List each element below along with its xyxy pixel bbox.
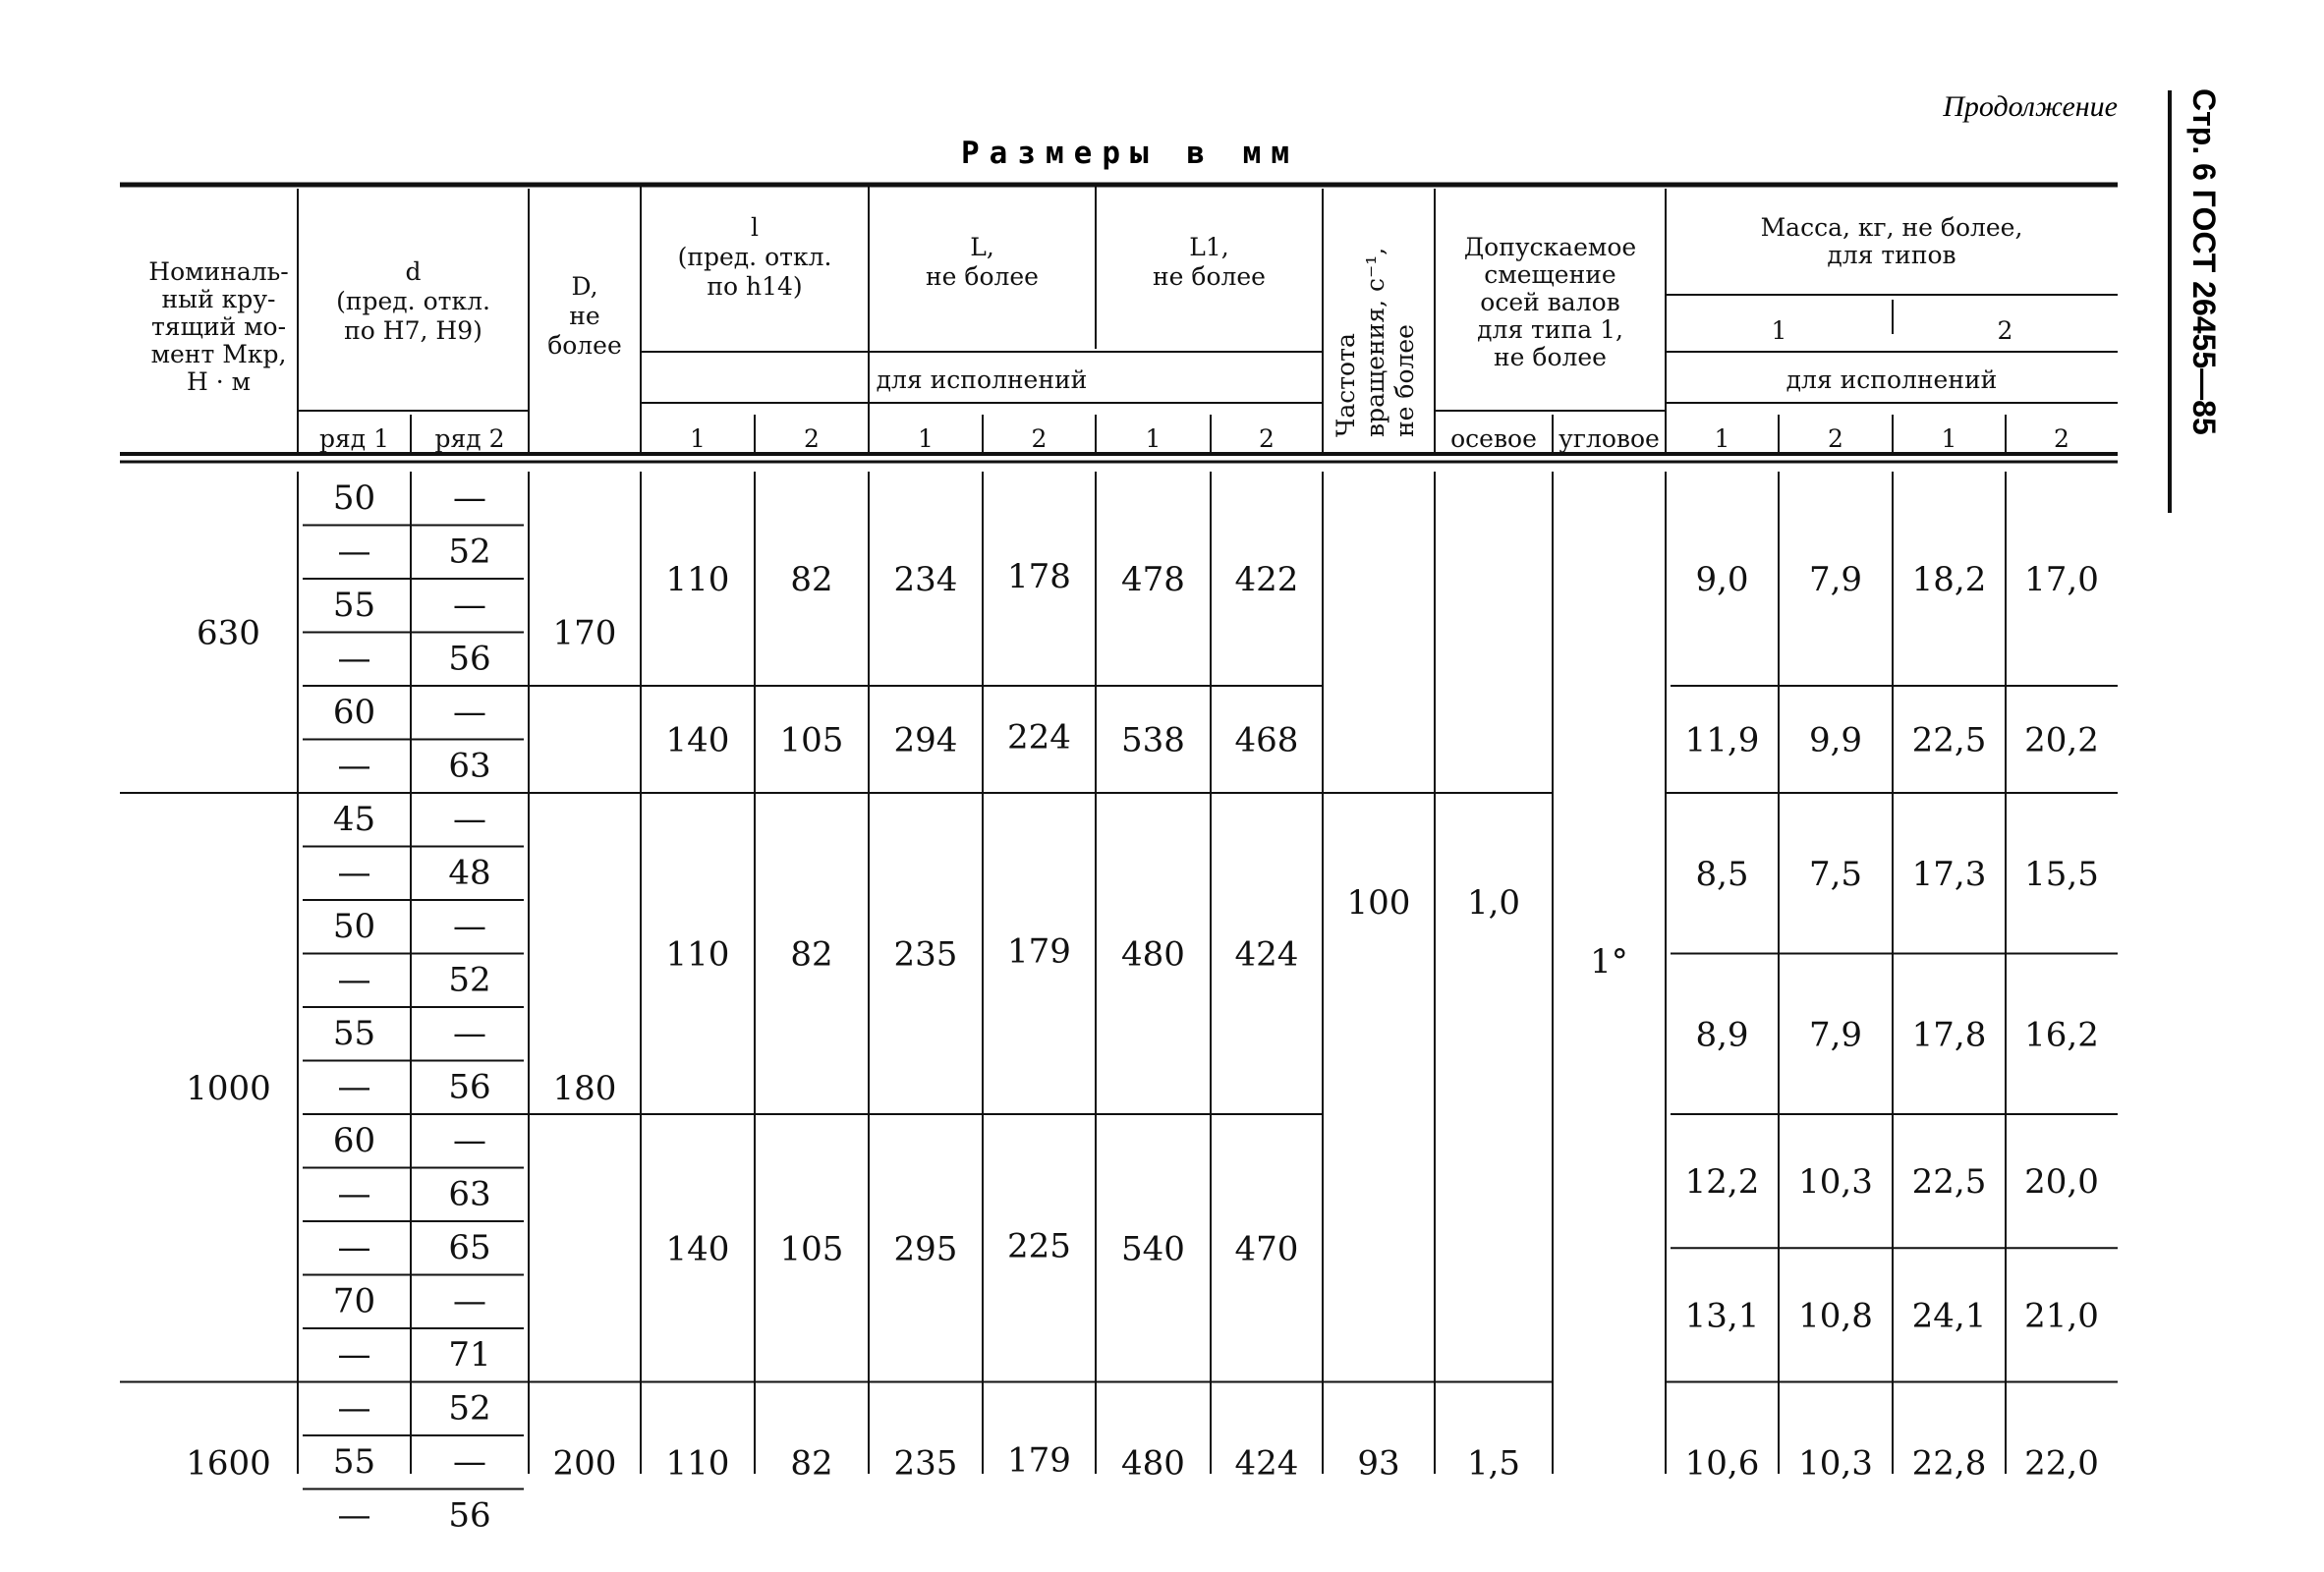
- d-row1-value: 55: [332, 586, 376, 625]
- L-exec1-value: 235: [893, 934, 958, 975]
- d-row2-value: 56: [448, 639, 491, 679]
- l-header-line: (пред. откл.: [677, 243, 832, 271]
- d-row1-value: —: [337, 532, 371, 572]
- torque-value: 630: [197, 613, 260, 653]
- D-header-line: не: [569, 302, 600, 330]
- l-exec1-value: 140: [665, 1229, 730, 1269]
- axial-offset-value: 1,0: [1466, 883, 1521, 923]
- d-row2-value: 48: [448, 853, 491, 893]
- d-row1-value: —: [337, 639, 371, 679]
- mass-exec-number-header: 2: [1828, 424, 1843, 453]
- row2-header: ряд 2: [434, 424, 505, 453]
- mass-value: 13,1: [1684, 1296, 1760, 1336]
- L1-exec1-value: 540: [1121, 1229, 1185, 1269]
- mass-value: 9,9: [1808, 720, 1863, 760]
- d-header-line: d: [405, 257, 422, 286]
- L-exec2-value: 179: [1007, 1440, 1071, 1481]
- d-row2-value: —: [453, 693, 486, 732]
- mass-value: 9,0: [1695, 560, 1749, 599]
- l-exec1-value: 110: [665, 934, 730, 975]
- L1-header-line: не более: [1153, 262, 1266, 291]
- offset-header-line: Допускаемое: [1463, 233, 1637, 261]
- row1-header: ряд 1: [318, 424, 390, 453]
- exec-number-header: 2: [804, 424, 820, 453]
- L-exec1-value: 295: [893, 1229, 958, 1269]
- l-exec1-value: 110: [665, 560, 730, 599]
- d-row2-value: 52: [448, 532, 491, 572]
- l-exec2-value: 82: [790, 560, 833, 599]
- d-row2-value: 56: [448, 1067, 491, 1107]
- L-exec1-value: 235: [893, 1443, 958, 1484]
- angular-offset-value: 1°: [1590, 942, 1628, 982]
- offset-header-line: для типа 1,: [1477, 315, 1623, 344]
- l-exec2-value: 105: [779, 1229, 844, 1269]
- d-row1-value: —: [337, 853, 371, 893]
- d-row1-value: —: [337, 1228, 371, 1267]
- mass-exec-number-header: 1: [1941, 424, 1957, 453]
- exec-number-header: 2: [1259, 424, 1275, 453]
- mass-value: 22,0: [2024, 1443, 2099, 1484]
- l-exec2-value: 82: [790, 934, 833, 975]
- exec-number-header: 1: [1145, 424, 1162, 453]
- d-row2-value: 52: [448, 960, 491, 1000]
- d-row1-value: —: [337, 746, 371, 786]
- mass-value: 10,3: [1798, 1443, 1873, 1484]
- mass-value: 7,9: [1808, 1015, 1863, 1055]
- d-row2-value: —: [453, 800, 486, 839]
- offset-header-line: осей валов: [1480, 288, 1620, 316]
- d-row1-value: 55: [332, 1014, 376, 1053]
- units-title: Размеры в мм: [961, 136, 1299, 171]
- L-exec2-value: 178: [1007, 557, 1071, 596]
- offset-header-line: не более: [1494, 343, 1607, 371]
- mass-value: 18,2: [1911, 560, 1987, 599]
- d-row2-value: —: [453, 1281, 486, 1321]
- d-row1-value: —: [337, 1067, 371, 1107]
- mass-value: 7,9: [1808, 560, 1863, 599]
- mass-value: 8,5: [1695, 854, 1749, 894]
- d-row1-value: —: [337, 960, 371, 1000]
- l-exec1-value: 110: [665, 1443, 730, 1484]
- mass-value: 10,6: [1684, 1443, 1760, 1484]
- offset-header-line: смещение: [1484, 260, 1616, 289]
- d-row2-value: 63: [448, 1174, 491, 1214]
- d-row1-value: 55: [332, 1442, 376, 1482]
- d-row1-value: —: [337, 1495, 371, 1536]
- D-header-line: более: [547, 331, 622, 360]
- frequency-value: 93: [1357, 1443, 1400, 1484]
- L1-exec2-value: 422: [1234, 560, 1299, 599]
- mass-exec-number-header: 2: [2054, 424, 2069, 453]
- exec-number-header: 2: [1031, 424, 1048, 453]
- mass-value: 17,3: [1911, 854, 1987, 894]
- mass-executions-header: для исполнений: [1786, 365, 1998, 394]
- mass-value: 24,1: [1911, 1296, 1987, 1336]
- d-row2-value: —: [453, 907, 486, 946]
- l-exec1-value: 140: [665, 720, 730, 760]
- mass-value: 16,2: [2024, 1015, 2099, 1055]
- L-exec1-value: 294: [893, 720, 958, 760]
- L1-exec1-value: 538: [1121, 720, 1185, 760]
- L1-header-line: L1,: [1189, 233, 1229, 261]
- d-row2-value: —: [453, 1121, 486, 1160]
- mass-value: 22,5: [1911, 1162, 1987, 1203]
- mass-value: 7,5: [1808, 854, 1863, 894]
- torque-value: 1600: [186, 1443, 271, 1484]
- D-value: 180: [552, 1068, 617, 1108]
- mass-value: 8,9: [1695, 1015, 1749, 1055]
- frequency-header-line: вращения, с⁻¹,: [1361, 247, 1389, 437]
- mass-value: 21,0: [2024, 1296, 2099, 1336]
- mass-header-line: для типов: [1827, 241, 1956, 269]
- mass-exec-number-header: 1: [1714, 424, 1730, 453]
- L-header-line: не более: [926, 262, 1039, 291]
- torque-header-line: мент Mкр,: [150, 340, 287, 368]
- side-reference: Стр. 6 ГОСТ 26455—85: [2186, 88, 2222, 435]
- d-row2-value: 56: [448, 1495, 491, 1536]
- L1-exec1-value: 480: [1121, 1443, 1185, 1484]
- L-exec2-value: 179: [1007, 931, 1071, 972]
- D-header-line: D,: [571, 272, 598, 301]
- d-row2-value: 71: [448, 1335, 491, 1375]
- torque-header-line: Н · м: [186, 367, 252, 396]
- l-header-line: по h14): [707, 272, 803, 301]
- d-header-line: по Н7, Н9): [344, 316, 482, 345]
- frequency-value: 100: [1346, 883, 1411, 923]
- torque-value: 1000: [186, 1068, 271, 1108]
- L1-exec2-value: 424: [1234, 1443, 1299, 1484]
- frequency-header-line: не более: [1390, 324, 1419, 437]
- mass-value: 20,0: [2024, 1162, 2099, 1203]
- axial-header: осевое: [1450, 424, 1537, 453]
- d-row1-value: 70: [332, 1281, 376, 1321]
- mass-value: 15,5: [2024, 854, 2099, 894]
- d-row1-value: 60: [332, 693, 376, 732]
- d-row1-value: —: [337, 1174, 371, 1214]
- type2-header: 2: [1997, 316, 2013, 345]
- continuation-label: Продолжение: [1943, 90, 2118, 123]
- d-row2-value: 63: [448, 746, 491, 786]
- d-row2-value: —: [453, 1014, 486, 1053]
- L1-exec2-value: 468: [1234, 720, 1299, 760]
- frequency-header-line: Частота: [1332, 333, 1360, 437]
- mass-value: 12,2: [1684, 1162, 1760, 1203]
- mass-value: 10,3: [1798, 1162, 1873, 1203]
- executions-header: для исполнений: [876, 365, 1088, 394]
- L-exec1-value: 234: [893, 560, 958, 599]
- mass-value: 20,2: [2024, 720, 2099, 760]
- mass-value: 17,0: [2024, 560, 2099, 599]
- mass-header-line: Масса, кг, не более,: [1760, 213, 2023, 242]
- mass-value: 22,8: [1911, 1443, 1987, 1484]
- exec-number-header: 1: [918, 424, 934, 453]
- D-value: 170: [552, 613, 617, 653]
- mass-value: 10,8: [1798, 1296, 1873, 1336]
- d-row1-value: 60: [332, 1121, 376, 1160]
- mass-value: 17,8: [1911, 1015, 1987, 1055]
- d-row1-value: 45: [332, 800, 376, 839]
- d-row1-value: —: [337, 1388, 371, 1429]
- d-row1-value: 50: [332, 478, 376, 518]
- L1-exec2-value: 470: [1234, 1229, 1299, 1269]
- exec-number-header: 1: [690, 424, 706, 453]
- L1-exec2-value: 424: [1234, 934, 1299, 975]
- L-exec2-value: 225: [1007, 1226, 1071, 1266]
- d-row2-value: —: [453, 1442, 486, 1482]
- L-exec2-value: 224: [1007, 717, 1071, 758]
- d-row1-value: —: [337, 1335, 371, 1375]
- torque-header-line: ный кру-: [161, 285, 276, 313]
- L-header-line: L,: [970, 233, 994, 261]
- angular-header: угловое: [1559, 424, 1660, 453]
- d-row1-value: 50: [332, 907, 376, 946]
- mass-value: 22,5: [1911, 720, 1987, 760]
- torque-header-line: Номиналь-: [148, 257, 289, 286]
- mass-value: 11,9: [1684, 720, 1760, 760]
- d-row2-value: 65: [448, 1228, 491, 1267]
- l-exec2-value: 82: [790, 1443, 833, 1484]
- L1-exec1-value: 478: [1121, 560, 1185, 599]
- type1-header: 1: [1771, 316, 1787, 345]
- d-row2-value: 52: [448, 1388, 491, 1429]
- torque-header-line: тящий мо-: [150, 312, 287, 341]
- L1-exec1-value: 480: [1121, 934, 1185, 975]
- d-row2-value: —: [453, 478, 486, 518]
- d-header-line: (пред. откл.: [336, 287, 490, 315]
- l-exec2-value: 105: [779, 720, 844, 760]
- l-header-line: l: [751, 213, 759, 242]
- D-value: 200: [552, 1443, 617, 1484]
- axial-offset-value: 1,5: [1466, 1443, 1521, 1484]
- d-row2-value: —: [453, 586, 486, 625]
